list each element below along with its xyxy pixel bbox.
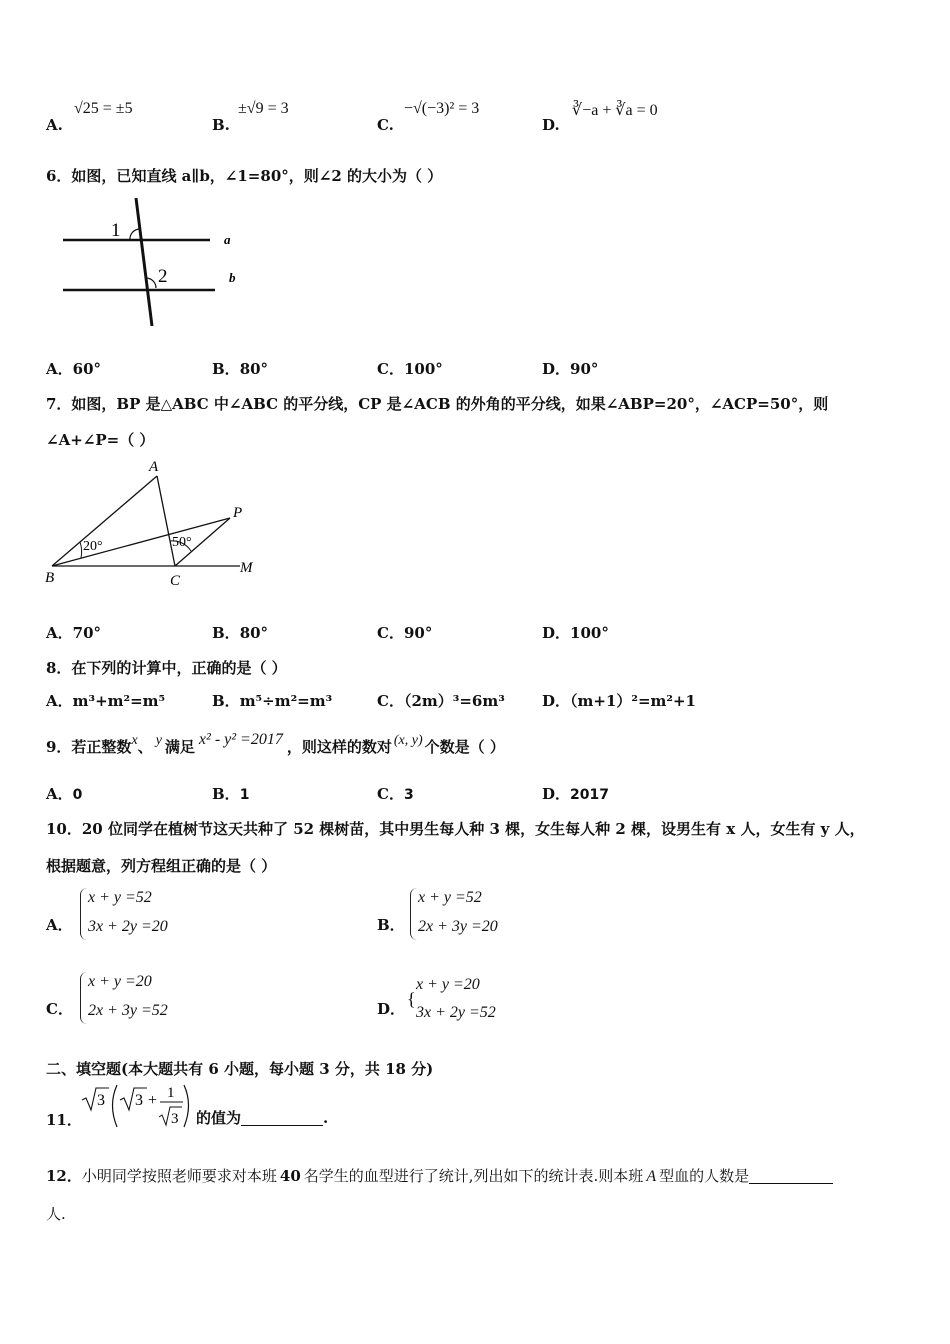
line-b-label: b: [229, 270, 236, 285]
q10-option-b-eq1: x + y =52: [418, 889, 482, 906]
q9-var-x: x: [131, 733, 138, 748]
q5-option-d-label: D.: [542, 116, 560, 134]
q9-suffix: 个数是（ ）: [424, 738, 505, 756]
point-a-label: A: [149, 459, 159, 475]
q7-option-a: A．70°: [46, 624, 102, 642]
angle-abp-arc: [80, 542, 82, 558]
q9-option-a: A．0: [46, 785, 83, 803]
right-paren: [184, 1085, 189, 1127]
q9-option-d: D．2017: [542, 785, 609, 803]
q10-option-c-brace: [80, 972, 87, 1024]
fraction-numerator: 1: [167, 1085, 175, 1101]
q5-option-d-expr: ∛−a + ∛a = 0: [572, 102, 658, 119]
outer-radicand: 3: [97, 1092, 105, 1109]
q6-option-a: A．60°: [46, 360, 102, 378]
point-c-label: C: [170, 573, 181, 589]
q5-option-b-expr: ±√9 = 3: [238, 100, 289, 117]
q8-stem: 8．在下列的计算中，正确的是（ ）: [46, 659, 287, 677]
q8-option-d: D．（m+1）²=m²+1: [542, 692, 696, 710]
angle-2-label: 2: [158, 266, 168, 287]
line-ac: [157, 476, 175, 566]
q9-option-b: B．1: [212, 785, 250, 803]
q10-stem-line1: 10．20 位同学在植树节这天共种了 52 棵树苗，其中男生每人种 3 棵，女生每人种 2 棵，设男生有 x 人，女生有 y 人，: [46, 820, 865, 838]
q12-text-b: 名学生的血型进行了统计,列出如下的统计表.则本班: [303, 1167, 644, 1185]
q11-suffix: 的值为 .: [196, 1109, 329, 1127]
q10-option-c-eq2: 2x + 3y =52: [88, 1002, 168, 1019]
q10-option-d-label: D．: [377, 1000, 406, 1018]
q10-option-b-brace: [410, 888, 417, 940]
q5-option-b-label: B.: [212, 116, 230, 134]
q10-option-a-label: A．: [46, 916, 73, 934]
denominator-radicand: 3: [171, 1111, 179, 1127]
q8-option-a: A．m³+m²=m⁵: [46, 692, 166, 710]
q10-option-d-eq2: 3x + 2y =52: [416, 1004, 496, 1021]
q9-var-y: y: [155, 733, 162, 748]
q7-figure: [40, 455, 270, 590]
point-b-label: B: [45, 570, 55, 586]
q12-text-c: 型血的人数是: [659, 1167, 750, 1185]
q10-option-b-label: B．: [377, 916, 405, 934]
q12-line1: [46, 1165, 833, 1186]
q10-option-a-brace: [80, 888, 87, 940]
q6-option-b: B．80°: [212, 360, 269, 378]
q7-stem-line2: ∠A+∠P=（ ）: [46, 431, 155, 449]
q12-count: 40: [279, 1167, 301, 1185]
q10-option-b-eq2: 2x + 3y =20: [418, 918, 498, 935]
q12-answer-blank[interactable]: [749, 1169, 833, 1184]
left-paren: [113, 1085, 118, 1127]
q12-line2: 人.: [46, 1205, 66, 1223]
angle-abp-label: 20°: [83, 539, 103, 554]
angle-1-label: 1: [111, 220, 121, 241]
q10-option-c-eq1: x + y =20: [88, 973, 152, 990]
q5-option-a-expr: √25 = ±5: [74, 100, 133, 117]
q10-option-a-eq1: x + y =52: [88, 889, 152, 906]
q10-option-d-eq1: x + y =20: [416, 976, 480, 993]
q8-option-b: B．m⁵÷m²=m³: [212, 692, 333, 710]
q11-expression: [80, 1082, 192, 1132]
q10-option-c-label: C．: [46, 1000, 73, 1018]
q7-stem-line1: 7．如图，BP 是△ABC 中∠ABC 的平分线，CP 是∠ACB 的外角的平分线，如果∠ABP=20°，∠ACP=50°，则: [46, 395, 829, 413]
angle-acp-label: 50°: [172, 535, 192, 550]
transversal-line: [136, 198, 152, 326]
q12-number: 12．: [46, 1167, 82, 1185]
q12-blood-type: A: [646, 1168, 657, 1185]
q7-option-d: D．100°: [542, 624, 609, 642]
q11-number: 11．: [46, 1111, 82, 1129]
q9-prefix: 9．若正整数: [46, 738, 132, 756]
q9-equation: x² - y² =2017: [198, 731, 283, 748]
q5-option-c-expr: −√(−3)² = 3: [404, 100, 480, 117]
q9-middle: ，则这样的数对: [286, 738, 392, 756]
q6-option-d: D．90°: [542, 360, 599, 378]
q6-figure: [60, 196, 250, 331]
q10-option-d-brace: {: [407, 989, 416, 1009]
section-2-title: 二、填空题(本大题共有 6 小题，每小题 3 分，共 18 分): [46, 1060, 434, 1078]
line-a-label: a: [224, 232, 231, 247]
point-m-label: M: [240, 560, 253, 576]
q11-answer-blank[interactable]: [241, 1111, 323, 1126]
plus-sign: +: [148, 1092, 158, 1109]
q12-text-a: 小明同学按照老师要求对本班: [81, 1167, 277, 1185]
inner-radicand: 3: [135, 1092, 143, 1109]
q9-sep: 、: [137, 738, 153, 756]
q7-option-b: B．80°: [212, 624, 269, 642]
q6-option-c: C．100°: [377, 360, 443, 378]
point-p-label: P: [233, 505, 243, 521]
q6-stem: 6．如图，已知直线 a∥b，∠1=80°，则∠2 的大小为（ ）: [46, 167, 443, 185]
q10-option-a-eq2: 3x + 2y =20: [88, 918, 168, 935]
q7-option-c: C．90°: [377, 624, 433, 642]
q9-stem: [46, 731, 505, 757]
q9-option-c: C．3: [377, 785, 414, 803]
q5-option-a-label: A.: [46, 116, 63, 134]
q10-stem-line2: 根据题意，列方程组正确的是（ ）: [46, 857, 277, 875]
q9-satisfy: 满足: [164, 738, 195, 756]
q8-option-c: C．（2m）³=6m³: [377, 692, 505, 710]
q5-option-c-label: C.: [377, 116, 394, 134]
angle-1-arc: [130, 229, 140, 240]
q9-pair: (x, y): [393, 733, 423, 748]
